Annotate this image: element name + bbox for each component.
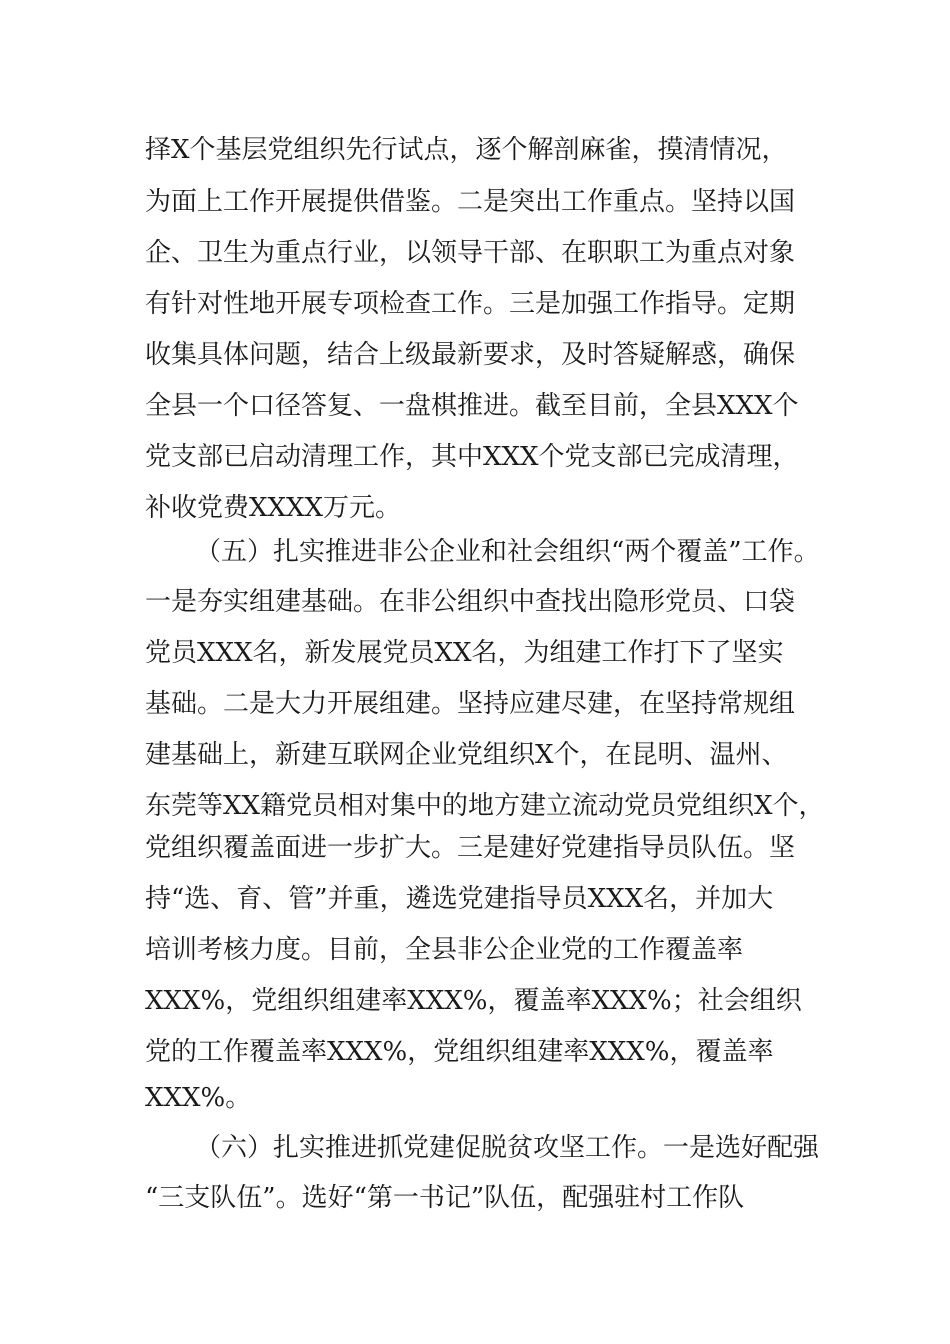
text-line: 东莞等XX籍党员相对集中的地方建立流动党员党组织X个， <box>145 791 825 821</box>
section-heading-6: （六）扎实推进抓党建促脱贫攻坚工作。一是选好配强 <box>195 1133 820 1163</box>
text-line: 党组织覆盖面进一步扩大。三是建好党建指导员队伍。坚 <box>145 833 796 863</box>
text-line: 有针对性地开展专项检查工作。三是加强工作指导。定期 <box>145 289 796 319</box>
text-line: 党的工作覆盖率XXX%，党组织组建率XXX%，覆盖率 <box>145 1037 774 1067</box>
text-line: 基础。二是大力开展组建。坚持应建尽建，在坚持常规组 <box>145 689 796 719</box>
text-line: 持“选、育、管”并重，遴选党建指导员XXX名，并加大 <box>145 884 774 914</box>
text-line: 建基础上，新建互联网企业党组织X个，在昆明、温州、 <box>145 740 788 770</box>
text-line: 党员XXX名，新发展党员XX名，为组建工作打下了坚实 <box>145 638 784 668</box>
text-line: “三支队伍”。选好“第一书记”队伍，配强驻村工作队 <box>145 1183 745 1213</box>
text-line: XXX%，党组织组建率XXX%，覆盖率XXX%；社会组织 <box>145 986 802 1016</box>
text-line: 补收党费XXXX万元。 <box>145 493 402 523</box>
text-line: 为面上工作开展提供借鉴。二是突出工作重点。坚持以国 <box>145 187 796 217</box>
text-line: 择X个基层党组织先行试点，逐个解剖麻雀，摸清情况， <box>145 135 788 165</box>
text-line: 全县一个口径答复、一盘棋推进。截至目前，全县XXX个 <box>145 391 799 421</box>
text-line: 企、卫生为重点行业，以领导干部、在职职工为重点对象 <box>145 238 796 268</box>
section-heading-5: （五）扎实推进非公企业和社会组织“两个覆盖”工作。 <box>195 537 820 567</box>
text-line: 党支部已启动清理工作，其中XXX个党支部已完成清理， <box>145 442 799 472</box>
text-line: 一是夯实组建基础。在非公组织中查找出隐形党员、口袋 <box>145 587 796 617</box>
text-line: XXX%。 <box>145 1083 252 1113</box>
text-line: 培训考核力度。目前，全县非公企业党的工作覆盖率 <box>145 935 744 965</box>
text-line: 收集具体问题，结合上级最新要求，及时答疑解惑，确保 <box>145 340 796 370</box>
